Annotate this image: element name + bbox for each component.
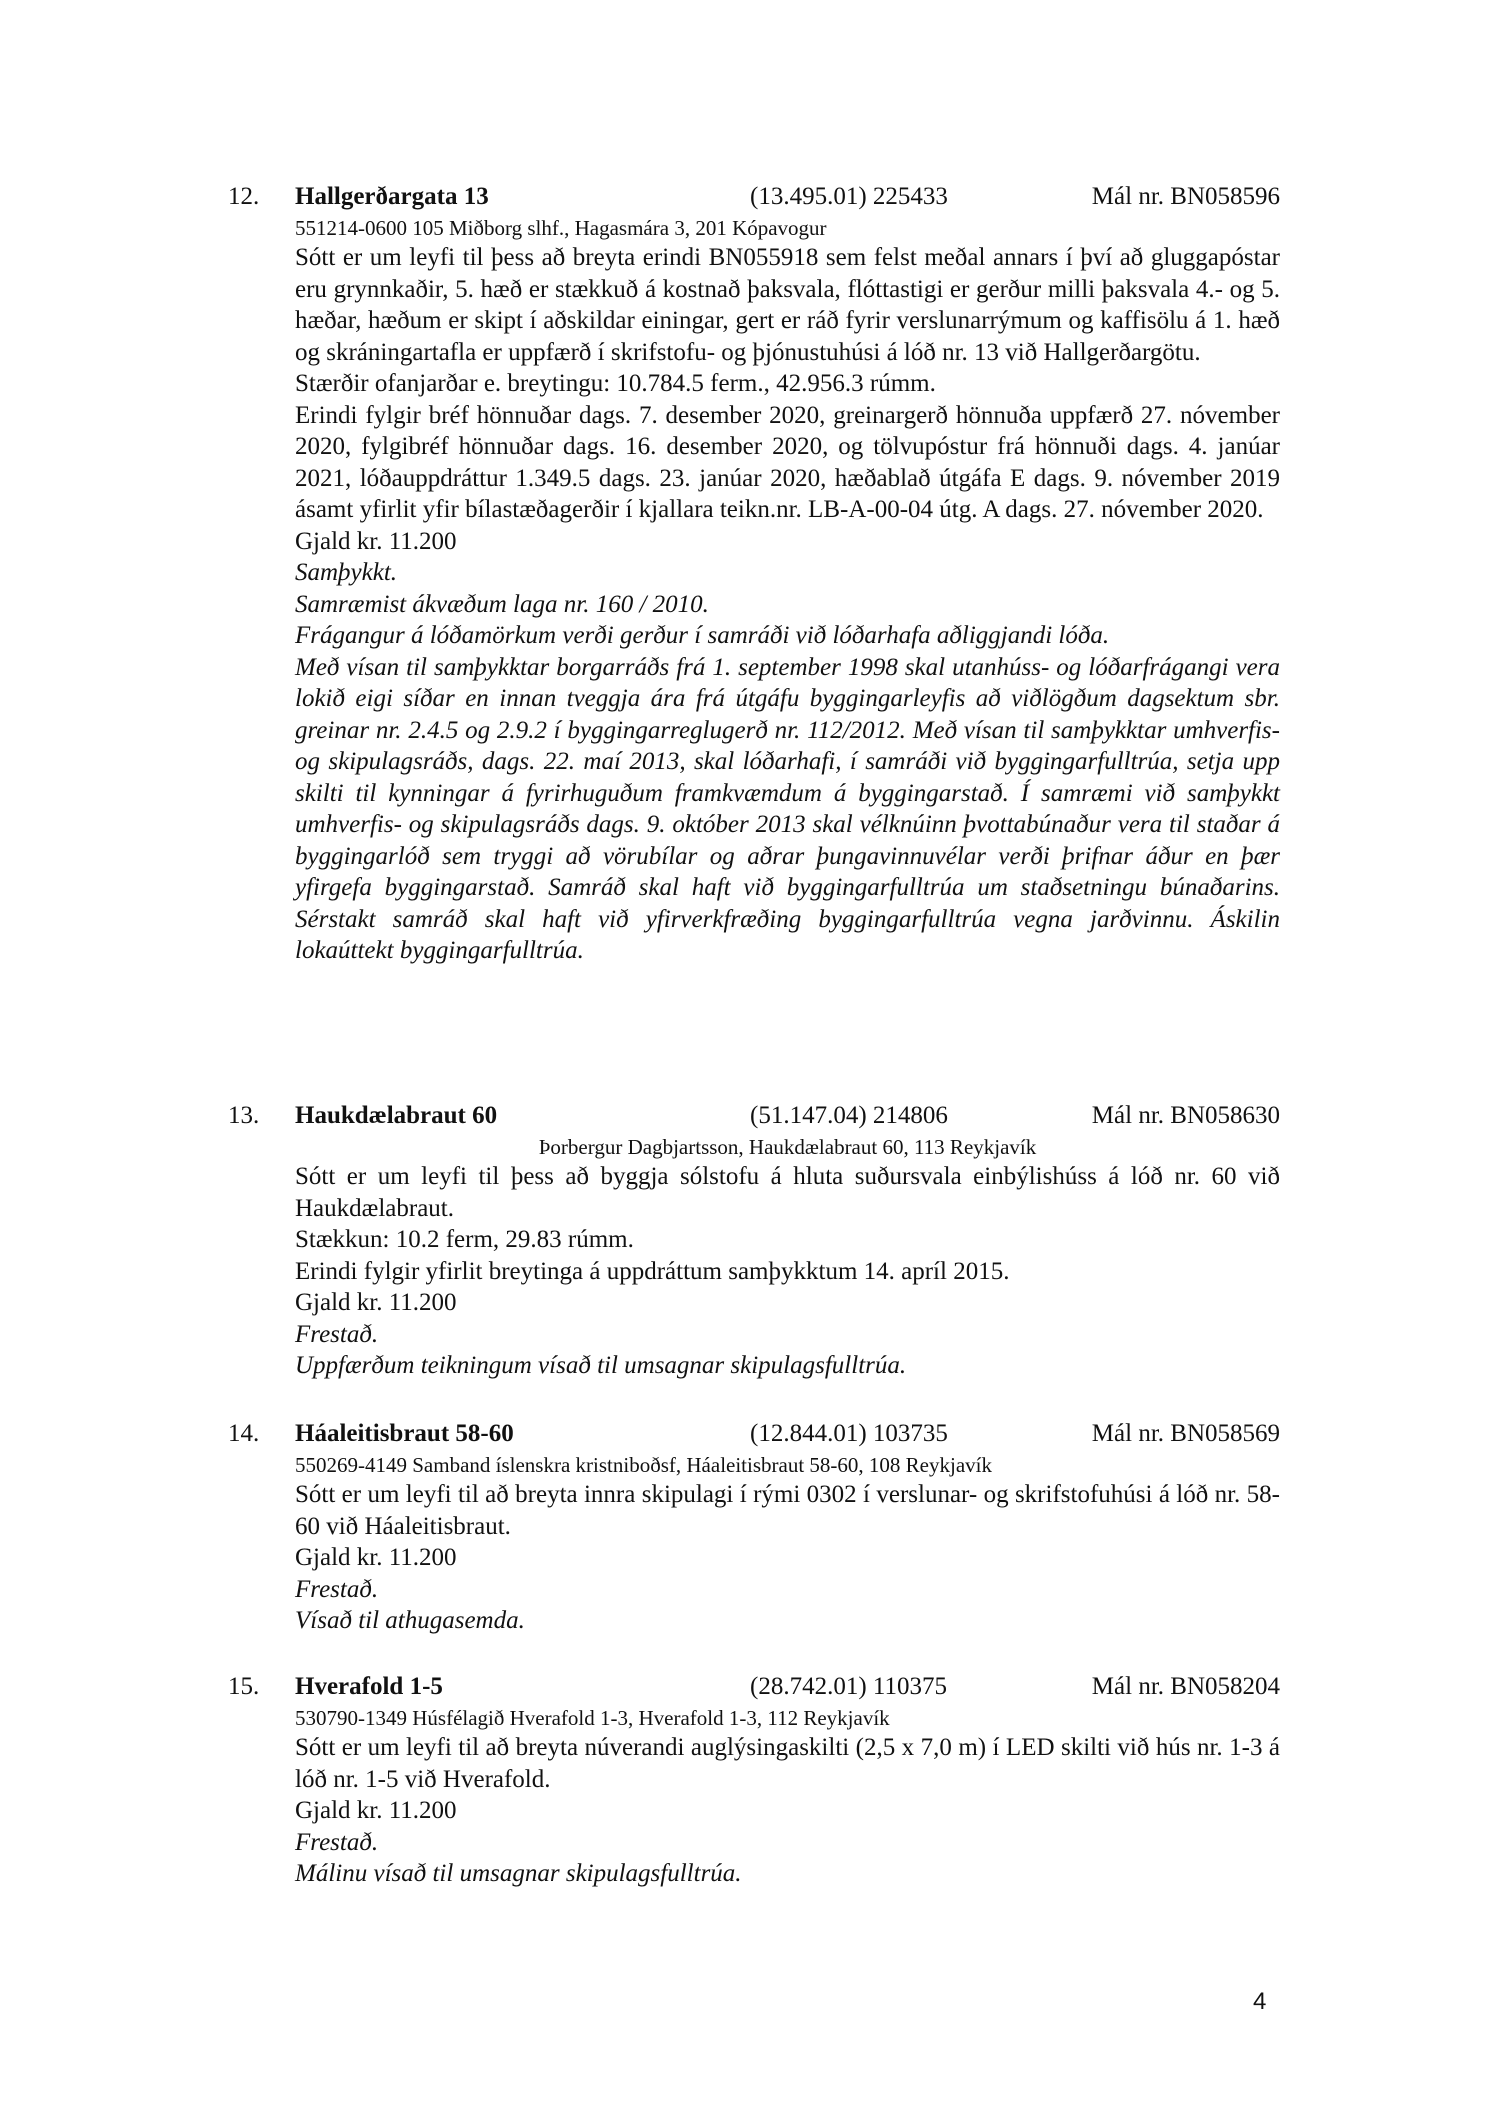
attachments-text: Erindi fylgir bréf hönnuðar dags. 7. desember 2020, greinargerð hönnuða uppfærð 27. nóvember 2020, fylgibréf hönnuðar dags. 16. desember 2020, og tölvupóstur frá hönnuði dags. 4. janúar 2021, lóðauppdráttur 1.349.5 dags. 23. janúar 2020, hæðablað útgáfa E dags. 9. nóvember 2019 ásamt yfirlit yfir bílastæðagerðir í kjallara teikn.nr. LB-A-00-04 útg. A dags. 27. nóvember 2020. xyxy=(295,401,1280,523)
case-item-15 xyxy=(228,1670,1280,1890)
decision-text: Frestað. xyxy=(295,1575,379,1603)
size-text: Stærðir ofanjarðar e. breytingu: 10.784.5 ferm., 42.956.3 rúmm. xyxy=(295,370,936,397)
note-text: Samræmist ákvæðum laga nr. 160 / 2010. xyxy=(295,590,709,618)
attachments-text: Erindi fylgir yfirlit breytinga á uppdráttum samþykktum 14. apríl 2015. xyxy=(295,1257,1010,1285)
land-reference: (12.844.01) 103735 xyxy=(750,1420,948,1447)
case-body xyxy=(295,242,1280,967)
description-text: Sótt er um leyfi til þess að breyta erindi BN055918 sem felst meðal annars í því að gluggapóstar eru grynnkaðir, 5. hæð er stækkuð á kostnað þaksvala, flóttastigi er gerður milli þaksvala 4.- og 5. hæðar, hæðum er skipt í aðskildar einingar, gert er ráð fyrir verslunarrýmum og kaffisölu á 1. hæð og skráningartafla er uppfærð í skrifstofu- og þjónustuhúsi á lóð nr. 13 við Hallgerðargötu. xyxy=(295,244,1280,366)
note-text: Uppfærðum teikningum vísað til umsagnar skipulagsfulltrúa. xyxy=(295,1352,907,1379)
address-title: Háaleitisbraut 58-60 xyxy=(295,1420,514,1447)
note-text: Vísað til athugasemda. xyxy=(295,1607,525,1634)
decision-text: Frestað. xyxy=(295,1320,379,1348)
case-header xyxy=(228,180,1280,214)
page-number: 4 xyxy=(1253,1988,1267,2015)
land-reference: (13.495.01) 225433 xyxy=(750,183,948,210)
fee-text: Gjald kr. 11.200 xyxy=(295,1797,457,1824)
fee-text: Gjald kr. 11.200 xyxy=(295,1289,457,1316)
land-reference: (51.147.04) 214806 xyxy=(750,1102,948,1129)
case-header xyxy=(228,1670,1280,1704)
case-number: Mál nr. BN058204 xyxy=(1091,1673,1280,1700)
item-number: 13. xyxy=(228,1102,260,1129)
description-text: Sótt er um leyfi til að breyta núverandi auglýsingaskilti (2,5 x 7,0 m) í LED skilti við hús nr. 1-3 á lóð nr. 1-5 við Hverafold. xyxy=(295,1734,1280,1793)
case-item-14 xyxy=(228,1417,1280,1637)
applicant-line: 550269-4149 Samband íslenskra kristniboðsf, Háaleitisbraut 58-60, 108 Reykjavík xyxy=(295,1453,992,1477)
size-text: Stækkun: 10.2 ferm, 29.83 rúmm. xyxy=(295,1226,634,1253)
case-item-12 xyxy=(228,180,1280,967)
address-title: Hallgerðargata 13 xyxy=(295,183,489,210)
case-header xyxy=(228,1417,1280,1451)
note-text: Með vísan til samþykktar borgarráðs frá 1. september 1998 skal utanhúss- og lóðarfrágangi vera lokið eigi síðar en innan tveggja ára frá útgáfu byggingarleyfis að viðlögðum dagsektum sbr. greinar nr. 2.4.5 og 2.9.2 í byggingarreglugerð nr. 112/2012. Með vísan til samþykktar umhverfis- og skipulagsráðs, dags. 22. maí 2013, skal lóðarhafi, í samráði við byggingarfulltrúa, setja upp skilti til kynningar á fyrirhuguðum framkvæmdum á byggingarstað. Í samræmi við samþykkt umhverfis- og skipulagsráðs dags. 9. október 2013 skal vélknúinn þvottabúnaður vera til staðar á byggingarlóð sem tryggi að vörubílar og aðrar þungavinnuvélar verði þrifnar áður en þær yfirgefa byggingarstað. Samráð skal haft við byggingarfulltrúa um staðsetningu búnaðarins. Sérstakt samráð skal haft við yfirverkfræðing byggingarfulltrúa vegna jarðvinnu. Áskilin lokaúttekt byggingarfulltrúa. xyxy=(295,653,1280,964)
decision-text: Samþykkt. xyxy=(295,559,398,586)
land-reference: (28.742.01) 110375 xyxy=(750,1673,947,1700)
fee-text: Gjald kr. 11.200 xyxy=(295,527,457,555)
case-body xyxy=(295,1732,1280,1890)
note-text: Frágangur á lóðamörkum verði gerður í samráði við lóðarhafa aðliggjandi lóða. xyxy=(295,622,1110,649)
address-title: Hverafold 1-5 xyxy=(295,1673,443,1700)
applicant-line: Þorbergur Dagbjartsson, Haukdælabraut 60, 113 Reykjavík xyxy=(538,1135,1037,1159)
applicant-line: 551214-0600 105 Miðborg slhf., Hagasmára 3, 201 Kópavogur xyxy=(295,216,827,240)
fee-text: Gjald kr. 11.200 xyxy=(295,1544,457,1571)
case-number: Mál nr. BN058569 xyxy=(1091,1420,1280,1447)
item-number: 15. xyxy=(228,1673,260,1700)
item-number: 14. xyxy=(228,1420,260,1447)
case-number: Mál nr. BN058596 xyxy=(1091,183,1280,210)
description-text: Sótt er um leyfi til að breyta innra skipulagi í rými 0302 í verslunar- og skrifstofuhúsi á lóð nr. 58-60 við Háaleitisbraut. xyxy=(295,1481,1280,1540)
case-number: Mál nr. BN058630 xyxy=(1091,1102,1280,1129)
item-number: 12. xyxy=(228,183,260,210)
case-header xyxy=(228,1099,1280,1133)
decision-text: Frestað. xyxy=(295,1828,379,1856)
case-body xyxy=(295,1161,1280,1382)
case-item-13 xyxy=(228,1099,1280,1382)
address-title: Haukdælabraut 60 xyxy=(295,1102,498,1129)
applicant-line: 530790-1349 Húsfélagið Hverafold 1-3, Hverafold 1-3, 112 Reykjavík xyxy=(295,1706,890,1730)
case-body xyxy=(295,1479,1280,1637)
description-text: Sótt er um leyfi til þess að byggja sólstofu á hluta suðursvala einbýlishúss á lóð nr. 60 við Haukdælabraut. xyxy=(295,1163,1280,1222)
note-text: Málinu vísað til umsagnar skipulagsfulltrúa. xyxy=(295,1860,742,1887)
